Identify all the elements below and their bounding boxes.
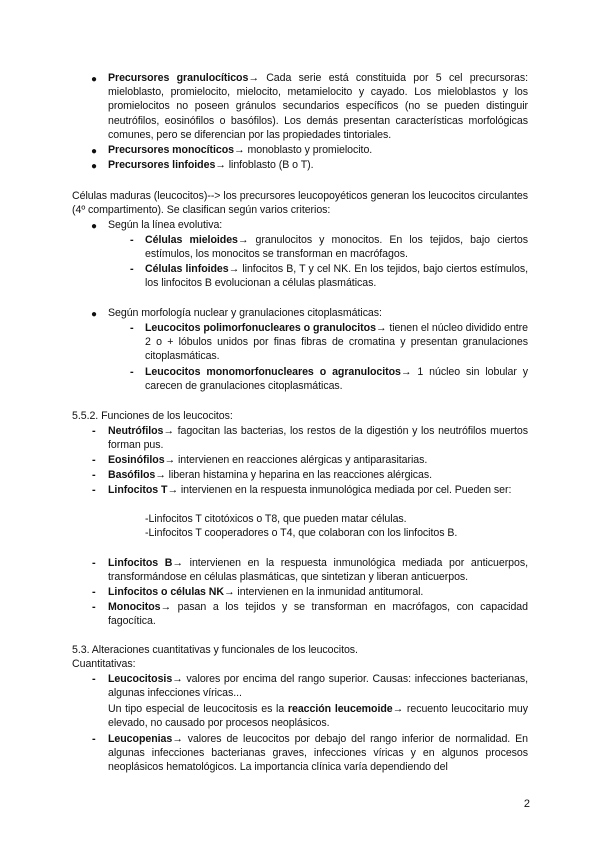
list-item-monocitos <box>108 600 528 628</box>
paragraph-celulas-maduras: Células maduras (leucocitos)--> los precursores leucopoyéticos generan los leucocitos circulantes (4º compartimento). Se clasifican según varios criterios: <box>72 190 528 217</box>
definition: → granulocitos y monocitos. En los tejidos, bajo ciertos estímulos, los monocitos se transforman en macrófagos. <box>145 234 528 261</box>
dash-icon: - <box>130 263 134 275</box>
section-heading-funciones: 5.5.2. Funciones de los leucocitos: <box>72 410 233 422</box>
term: Eosinófilos <box>108 454 165 466</box>
dash-icon: - <box>92 673 96 685</box>
list-item-precursores-granulociticos <box>108 71 528 142</box>
term: Neutrófilos <box>108 425 164 437</box>
list-item-celulas-nk <box>108 585 423 599</box>
dash-icon: - <box>92 733 96 745</box>
dash-icon: - <box>92 425 96 437</box>
list-item-leucopenias <box>108 732 528 775</box>
term: Precursores monocíticos <box>108 144 235 156</box>
term: reacción leucemoide <box>287 703 393 715</box>
definition: → valores por encima del rango superior. Causas: infecciones bacterianas, algunas infecciones víricas... <box>108 673 528 700</box>
term: Precursores granulocíticos <box>108 72 249 84</box>
list-item-precursores-monociticos <box>108 143 372 157</box>
paragraph-reaccion-leucemoide <box>108 702 528 730</box>
dash-icon: - <box>92 454 96 466</box>
list-item-neutrofilos <box>108 424 528 452</box>
term: Precursores linfoides <box>108 159 216 171</box>
criterion-morfologia: Según morfología nuclear y granulaciones citoplasmáticas: <box>108 307 382 319</box>
term: Leucocitosis <box>108 673 173 685</box>
term: Linfocitos T <box>108 484 168 496</box>
bullet-icon: ● <box>91 309 97 320</box>
term: Basófilos <box>108 469 156 481</box>
list-item-leucocitosis <box>108 672 528 700</box>
list-item-linfocitos-b <box>108 556 528 584</box>
term: Leucocitos monomorfonucleares o agranulocitos <box>145 366 401 378</box>
definition: → intervienen en la respuesta inmunológica mediada por anticuerpos, transformándose en células plasmáticas, que sintetizan y liberan anticuerpos. <box>108 557 528 584</box>
definition: → linfoblasto (B o T). <box>215 159 314 171</box>
dash-icon: - <box>92 557 96 569</box>
term: Leucocitos polimorfonucleares o granulocitos <box>145 322 376 334</box>
dash-icon: - <box>130 322 134 334</box>
dash-icon: - <box>92 484 96 496</box>
definition: → linfocitos B, T y cel NK. En los tejidos, bajo ciertos estímulos, los linfocitos B evolucionan a células plasmáticas. <box>145 263 528 290</box>
list-item-eosinofilos <box>108 453 427 467</box>
dash-icon: - <box>130 366 134 378</box>
definition: → intervienen en reacciones alérgicas y antiparasitarias. <box>164 454 428 466</box>
list-item-precursores-linfoides <box>108 158 314 172</box>
term: Células mieloides <box>145 234 238 246</box>
list-item-monomorfonucleares <box>145 365 528 393</box>
definition: → tienen el núcleo dividido entre 2 o + lóbulos unidos por finas fibras de cromatina y presentan granulaciones citoplasmáticas. <box>145 322 528 363</box>
term: Células linfoides <box>145 263 229 275</box>
section-heading-alteraciones: 5.3. Alteraciones cuantitativas y funcionales de los leucocitos. <box>72 644 358 656</box>
definition: → intervienen en la respuesta inmunológica mediada por cel. Pueden ser: <box>167 484 512 496</box>
dash-icon: - <box>92 601 96 613</box>
list-item-linfocitos-t <box>108 483 528 497</box>
list-item-basofilos <box>108 468 432 482</box>
dash-icon: - <box>130 234 134 246</box>
definition: → Cada serie está constituida por 5 cel precursoras: mieloblasto, promielocito, mielocito, metamielocito y cayado. Los mieloblastos y los promielocitos no poseen gránulos secundarios específicos (no se pueden distinguir neutrófilos, eosinófilos o basófilos). Los demás presentan características morfológicas comunes, pero se diferencian por las propiedades tintoriales. <box>108 72 528 141</box>
bullet-icon: ● <box>91 221 97 232</box>
definition: → recuento leucocitario muy elevado, no causado por procesos neoplásicos. <box>108 703 528 730</box>
list-item-celulas-mieloides <box>145 233 528 261</box>
page-number: 2 <box>523 798 530 810</box>
term: Linfocitos B <box>108 557 173 569</box>
list-item-polimorfonucleares <box>145 321 528 364</box>
bullet-icon: ● <box>91 74 97 85</box>
sub-item-t-citotoxicos: -Linfocitos T citotóxicos o T8, que pueden matar células. <box>145 513 407 525</box>
definition: → liberan histamina y heparina en las reacciones alérgicas. <box>155 469 432 481</box>
term: Linfocitos o células NK <box>108 586 224 598</box>
term: Monocitos <box>108 601 161 613</box>
definition: → monoblasto y promielocito. <box>234 144 373 156</box>
dash-icon: - <box>92 469 96 481</box>
definition: → valores de leucocitos por debajo del rango inferior de normalidad. En algunas infecciones bacterianas graves, infecciones víricas y en algunos procesos neoplásicos hematológicos. La importancia clínica varía dependiendo del <box>108 733 528 774</box>
criterion-linea-evolutiva: Según la línea evolutiva: <box>108 219 223 231</box>
definition: → fagocitan las bacterias, los restos de la digestión y los neutrófilos muertos forman pus. <box>108 425 528 452</box>
bullet-icon: ● <box>91 161 97 172</box>
bullet-icon: ● <box>91 146 97 157</box>
list-item-celulas-linfoides <box>145 262 528 290</box>
term: Leucopenias <box>108 733 173 745</box>
definition: → intervienen en la inmunidad antitumoral. <box>224 586 424 598</box>
subheading-cuantitativas: Cuantitativas: <box>72 658 136 670</box>
text: Un tipo especial de leucocitosis es la <box>108 703 288 715</box>
definition: → pasan a los tejidos y se transforman en macrófagos, con capacidad fagocítica. <box>108 601 528 628</box>
definition: → 1 núcleo sin lobular y carecen de granulaciones citoplasmáticas. <box>145 366 528 393</box>
dash-icon: - <box>92 586 96 598</box>
sub-item-t-cooperadores: -Linfocitos T cooperadores o T4, que colaboran con los linfocitos B. <box>145 527 458 539</box>
